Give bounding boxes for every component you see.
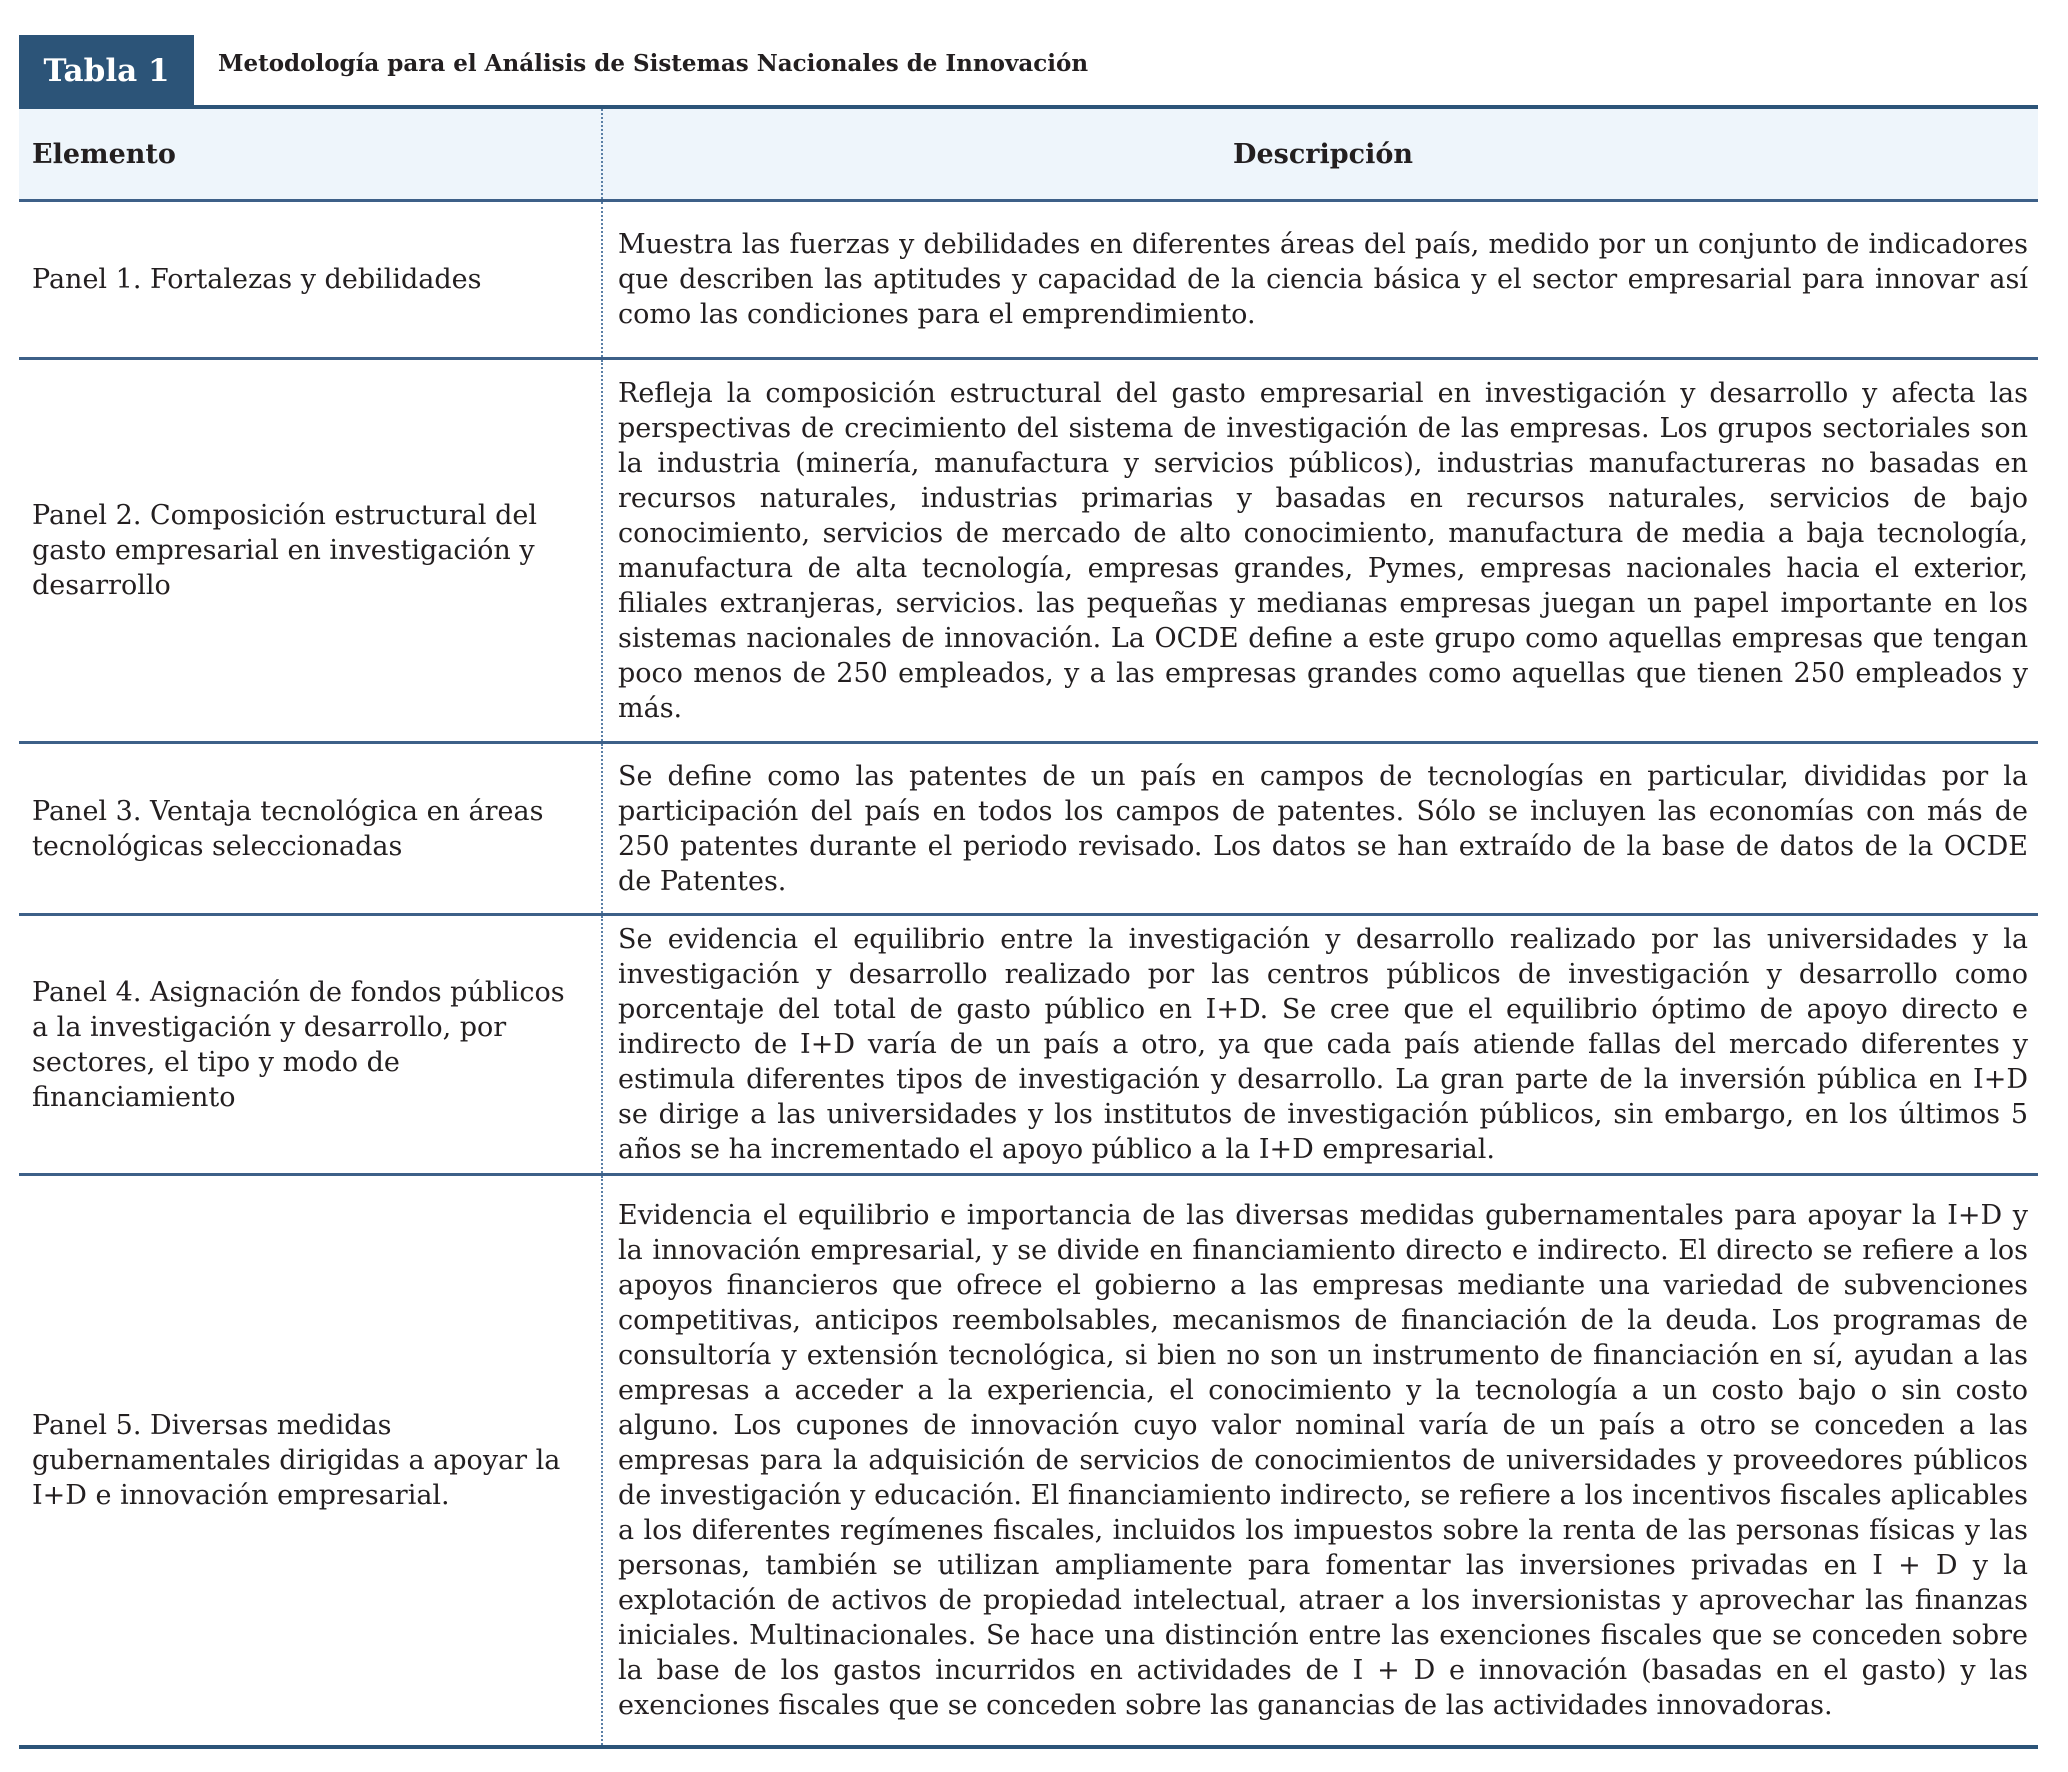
table-row [19,744,2038,916]
row-description [603,744,2038,913]
row-description-text: Se define como las patentes de un país en campos de tecnologías en particular, divididas por la participación del país en todos los campos de patentes. Sólo se incluyen las economías con más de 250 patentes durante el periodo revisado. Los datos se han extraído de la base de datos de la OCDE de Patentes. [618,760,2028,897]
row-description [603,916,2038,1173]
row-description-text: Se evidencia el equilibrio entre la investigación y desarrollo realizado por las universidades y la investigación y desarrollo realizado por las centros públicos de investigación y desarrollo como porcentaje del total de gasto público en I+D. Se cree que el equilibrio óptimo de apoyo directo e indirecto de I+D varía de un país a otro, ya que cada país atiende fallas del mercado diferentes y estimula diferentes tipos de investigación y desarrollo. La gran parte de la inversión pública en I+D se dirige a las universidades y los institutos de investigación públicos, sin embargo, en los últimos 5 años se ha incrementado el apoyo público a la I+D empresarial. [618,924,2028,1165]
row-element: Panel 2. Composición estructural del gasto empresarial en investigación y desarrollo [19,360,603,741]
table-header-row [19,109,2038,202]
row-element: Panel 3. Ventaja tecnológica en áreas tecnológicas seleccionadas [19,744,603,913]
table-row [19,360,2038,744]
row-description [603,1176,2038,1745]
row-description [603,360,2038,741]
column-header-element: Elemento [19,109,603,199]
methodology-table [19,105,2038,1749]
row-description-text: Muestra las fuerzas y debilidades en diferentes áreas del país, medido por un conjunto de indicadores que describen las aptitudes y capacidad de la ciencia básica y el sector empresarial para innovar así como las condiciones para el emprendimiento. [618,229,2028,330]
column-header-description: Descripción [1233,138,1413,170]
row-description-text: Evidencia el equilibrio e importancia de las diversas medidas gubernamentales para apoyar la I+D y la innovación empresarial, y se divide en financiamiento directo e indirecto. El directo se refiere a los apoyos financieros que ofrece el gobierno a las empresas mediante una variedad de subvenciones competitivas, anticipos reembolsables, mecanismos de financiación de la deuda. Los programas de consultoría y extensión tecnológica, si bien no son un instrumento de financiación en sí, ayudan a las empresas a acceder a la experiencia, el conocimiento y la tecnología a un costo bajo o sin costo alguno. Los cupones de innovación cuyo valor nominal varía de un país a otro se conceden a las empresas para la adquisición de servicios de conocimientos de universidades y proveedores públicos de investigación y educación. El financiamiento indirecto, se refiere a los incentivos fiscales aplicables a los diferentes regímenes fiscales, incluidos los impuestos sobre la renta de las personas físicas y las personas, también se utilizan ampliamente para fomentar las inversiones privadas en I + D y la explotación de activos de propiedad intelectual, atraer a los inversionistas y aprovechar las finanzas iniciales. Multinacionales. Se hace una distinción entre las exenciones fiscales que se conceden sobre la base de los gastos incurridos en actividades de I + D e innovación (basadas en el gasto) y las exenciones fiscales que se conceden sobre las ganancias de las actividades innovadoras. [618,1200,2028,1721]
table-label: Tabla 1 [43,53,170,89]
row-description-text: Refleja la composición estructural del gasto empresarial en investigación y desarrollo y afecta las perspectivas de crecimiento del sistema de investigación de las empresas. Los grupos sectoriales son la industria (minería, manufactura y servicios públicos), industrias manufactureras no basadas en recursos naturales, industrias primarias y basadas en recursos naturales, servicios de bajo conocimiento, servicios de mercado de alto conocimiento, manufactura de media a baja tecnología, manufactura de alta tecnología, empresas grandes, Pymes, empresas nacionales hacia el exterior, filiales extranjeras, servicios. las pequeñas y medianas empresas juegan un papel importante en los sistemas nacionales de innovación. La OCDE define a este grupo como aquellas empresas que tengan poco menos de 250 empleados, y a las empresas grandes como aquellas que tienen 250 empleados y más. [618,377,2028,724]
table-row [19,916,2038,1176]
row-element: Panel 1. Fortalezas y debilidades [19,202,603,357]
table-title: Metodología para el Análisis de Sistemas Nacionales de Innovación [218,50,1089,77]
table-row [19,1176,2038,1749]
row-element: Panel 4. Asignación de fondos públicos a la investigación y desarrollo, por sectores, el tipo y modo de financiamiento [19,916,603,1173]
table-row [19,202,2038,360]
row-description [603,202,2038,357]
row-element: Panel 5. Diversas medidas gubernamentales dirigidas a apoyar la I+D e innovación empresarial. [19,1176,603,1745]
table-label-tab [19,35,194,107]
